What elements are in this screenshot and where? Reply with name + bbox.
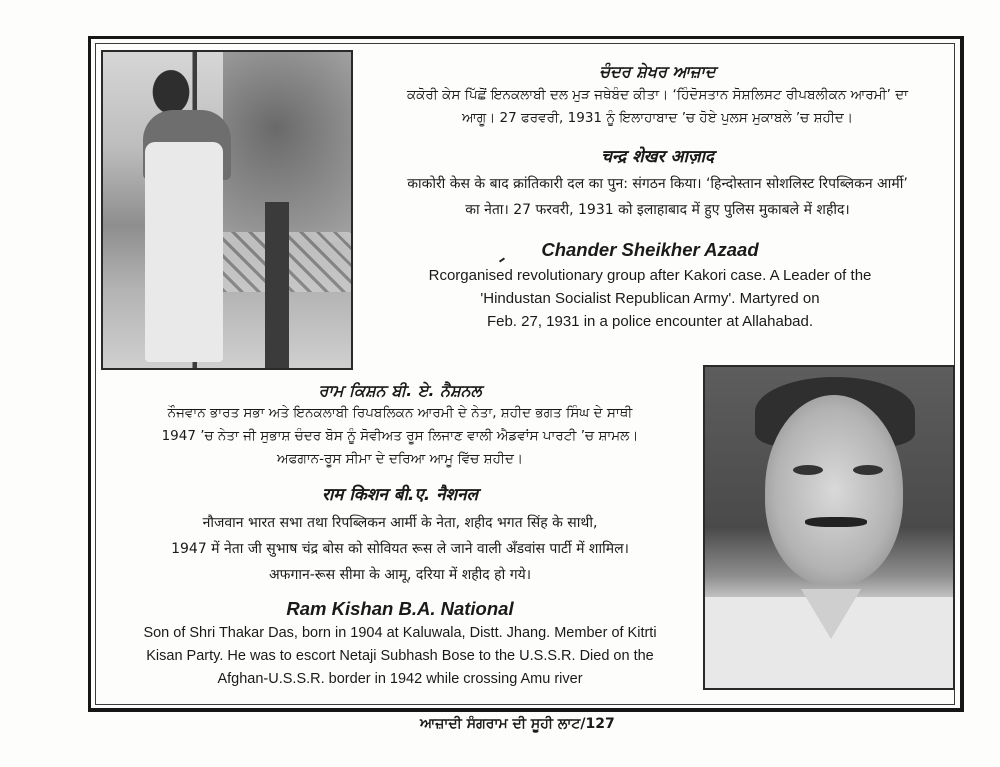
entry1-punjabi [360, 62, 955, 130]
entry2-english-line-1: Son of Shri Thakar Das, born in 1904 at Kaluwala, Distt. Jhang. Member of Kitrti [143, 625, 657, 641]
entry1-english-title: Chander Sheikher Azaad [541, 239, 759, 260]
entry2-hindi-line-3: अफगान-रूस सीमा के आमू, दरिया में शहीद हो गये। [268, 567, 532, 583]
photo-tree-trunk [265, 202, 289, 368]
chander-shekhar-azad-photo [101, 50, 353, 370]
entry2-english-line-3: Afghan-U.S.S.R. border in 1942 while crossing Amu river [217, 671, 583, 687]
entry1-english-line-3: Feb. 27, 1931 in a police encounter at Allahabad. [486, 313, 814, 330]
photo-mustache [805, 517, 867, 527]
entry2-punjabi-line-3: ਅਫਗਾਨ-ਰੂਸ ਸੀਮਾ ਦੇ ਦਰਿਆ ਆਮੂ ਵਿੱਚ ਸ਼ਹੀਦ। [276, 451, 524, 467]
photo-figure-dhoti [145, 142, 223, 362]
entry1-punjabi-title: ਚੰਦਰ ਸ਼ੇਖਰ ਆਜ਼ਾਦ [599, 62, 716, 81]
entry1-english-line-2: 'Hindustan Socialist Republican Army'. Martyred on [480, 290, 820, 307]
entry2-english-line-2: Kisan Party. He was to escort Netaji Subhash Bose to the U.S.S.R. Died on the [146, 648, 654, 664]
entry2-hindi-line-1: नौजवान भारत सभा तथा रिपब्लिकन आर्मी के नेता, शहीद भगत सिंह के साथी, [202, 515, 598, 531]
entry1-hindi-title: चन्द्र शेखर आज़ाद [601, 147, 714, 167]
entry2-hindi-title: राम किशन बी.ए. नैशनल [321, 485, 479, 505]
entry1-english-line-1: Rcorganised revolutionary group after Kakori case. A Leader of the [428, 267, 872, 284]
photo-left-eye [793, 465, 823, 475]
entry2-punjabi-line-2: 1947 ’ਚ ਨੇਤਾ ਜੀ ਸੁਭਾਸ਼ ਚੰਦਰ ਬੋਸ ਨੂੰ ਸੋਵੀਅਤ ਰੂਸ ਲਿਜਾਣ ਵਾਲੀ ਐਡਵਾਂਸ ਪਾਰਟੀ ’ਚ ਸ਼ਾਮਲ। [161, 428, 639, 444]
entry1-punjabi-line-1: ਕਕੋਰੀ ਕੇਸ ਪਿੱਛੋਂ ਇਨਕਲਾਬੀ ਦਲ ਮੁੜ ਜਥੇਬੰਦ ਕੀਤਾ। ‘ਹਿੰਦੋਸਤਾਨ ਸੋਸ਼ਲਿਸਟ ਰੀਪਬਲੀਕਨ ਆਰਮੀ’ ਦਾ [406, 87, 909, 103]
entry2-punjabi [105, 381, 695, 471]
ram-kishan-photo [703, 365, 955, 690]
entry1-english [400, 239, 900, 333]
entry2-hindi [105, 482, 695, 588]
page-footer: ਆਜ਼ਾਦੀ ਸੰਗਰਾਮ ਦੀ ਸੂਹੀ ਲਾਟ/127 [420, 716, 615, 732]
entry2-english [100, 598, 700, 691]
entry1-punjabi-line-2: ਆਗੂ। 27 ਫਰਵਰੀ, 1931 ਨੂੰ ਇਲਾਹਾਬਾਦ ’ਚ ਹੋਏ ਪੁਲਸ ਮੁਕਾਬਲੇ ’ਚ ਸ਼ਹੀਦ। [462, 110, 853, 126]
entry2-punjabi-line-1: ਨੌਜਵਾਨ ਭਾਰਤ ਸਭਾ ਅਤੇ ਇਨਕਲਾਬੀ ਰਿਪਬਲਿਕਨ ਆਰਮੀ ਦੇ ਨੇਤਾ, ਸ਼ਹੀਦ ਭਗਤ ਸਿੰਘ ਦੇ ਸਾਥੀ [167, 405, 633, 421]
entry2-hindi-line-2: 1947 में नेता जी सुभाष चंद्र बोस को सोवियत रूस ले जाने वाली अँडवांस पार्टी में शामिल। [171, 541, 629, 557]
photo-right-eye [853, 465, 883, 475]
entry2-english-title: Ram Kishan B.A. National [286, 598, 514, 619]
entry1-hindi-line-2: का नेता। 27 फरवरी, 1931 को इलाहाबाद में हुए पुलिस मुकाबले में शहीद। [465, 202, 850, 218]
entry1-hindi-line-1: काकोरी केस के बाद क्रांतिकारी दल का पुन: संगठन किया। ‘हिन्दोस्तान सोशलिस्ट रिपब्लिकन आर्मी’ [407, 176, 908, 192]
photo-face [765, 395, 903, 585]
entry2-punjabi-title: ਰਾਮ ਕਿਸ਼ਨ ਬੀ. ਏ. ਨੈਸ਼ਨਲ [318, 381, 482, 400]
entry1-hindi [360, 144, 955, 223]
